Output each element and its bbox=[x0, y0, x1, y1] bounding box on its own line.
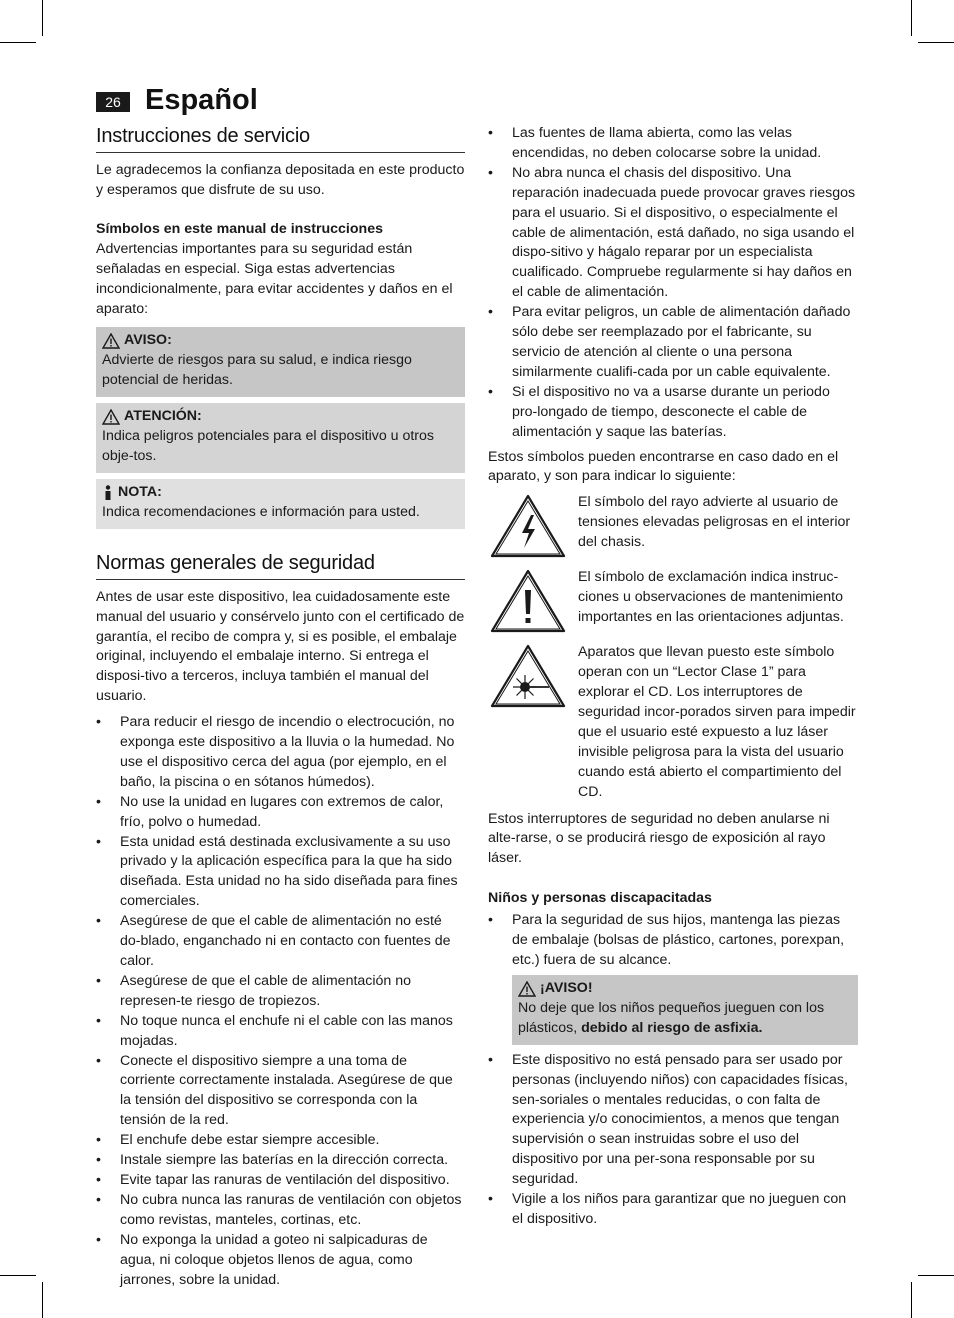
right-column bbox=[488, 124, 858, 1230]
aviso-box bbox=[96, 327, 465, 397]
interlock-paragraph: Estos interruptores de seguridad no deben anularse ni alte-rarse, o se producirá riesgo de exposición al rayo láser. bbox=[488, 810, 830, 867]
crop-mark bbox=[0, 42, 36, 43]
nota-box bbox=[96, 479, 465, 529]
list-item: • Para reducir el riesgo de incendio o electrocución, no exponga este dispositivo a la lluvia o la humedad. No use el dispositivo cerca del agua (por ejemplo, en el baño, la piscina o en sótanos húmedos). bbox=[96, 713, 465, 793]
nota-text: Indica recomendaciones e información para usted. bbox=[102, 503, 420, 520]
list-item: • Instale siempre las baterías en la dirección correcta. bbox=[96, 1151, 465, 1171]
child-aviso-label: ¡AVISO! bbox=[540, 980, 593, 996]
list-item: • No toque nunca el enchufe ni el cable con las manos mojadas. bbox=[96, 1012, 465, 1052]
crop-mark bbox=[42, 1282, 43, 1318]
crop-mark bbox=[911, 1282, 912, 1318]
children-list bbox=[488, 911, 858, 971]
list-item: • Asegúrese de que el cable de alimentación no esté do-blado, enganchado ni en contacto con fuentes de calor. bbox=[96, 912, 465, 972]
children-list-continued bbox=[488, 1051, 858, 1230]
symbol-laser-text: Aparatos que llevan puesto este símbolo operan con un “Lector Clase 1” para explorar el CD. Los interruptores de seguridad incor-porados sirven para impedir que el usuario esté expuesto a luz láser invisible peligrosa para la vista del usuario cuando está abierto el compartimiento del CD. bbox=[578, 644, 856, 800]
info-icon bbox=[102, 485, 114, 501]
crop-mark bbox=[918, 42, 954, 43]
list-item: • Para evitar peligros, un cable de alimentación dañado sólo debe ser reemplazado por el fabricante, su servicio de atención al cliente o una persona similarmente cualifi-cada por un cable equivalente. bbox=[488, 303, 858, 383]
lightning-warning-icon bbox=[489, 493, 567, 559]
safety-list-continued bbox=[488, 124, 858, 443]
symbols-intro: Estos símbolos pueden encontrarse en caso dado en el aparato, y son para indicar lo siguiente: bbox=[488, 448, 839, 485]
child-aviso-box bbox=[512, 975, 858, 1045]
left-column bbox=[96, 122, 465, 1290]
list-item: • Conecte el dispositivo siempre a una toma de corriente correctamente instalada. Asegúrese de que la tensión del dispositivo se corresponda con la tensión de la red. bbox=[96, 1052, 465, 1132]
crop-mark bbox=[0, 1275, 36, 1276]
symbols-paragraph: Advertencias importantes para su seguridad están señaladas en especial. Siga estas advertencias incondicionalmente, para evitar accidentes y daños en el aparato: bbox=[96, 240, 453, 317]
page-number: 26 bbox=[96, 92, 130, 112]
language-title: Español bbox=[145, 84, 258, 116]
child-aviso-text-bold: debido al riesgo de asfixia. bbox=[581, 1019, 763, 1036]
crop-mark bbox=[911, 0, 912, 36]
crop-mark bbox=[42, 0, 43, 36]
symbol-exclamation-row bbox=[488, 568, 858, 634]
section-title-safety: Normas generales de seguridad bbox=[96, 549, 465, 580]
list-item: • Esta unidad está destinada exclusivamente a su uso privado y la aplicación específica para la que ha sido diseñada. Esta unidad no ha sido diseñada para fines comerciales. bbox=[96, 833, 465, 913]
warning-triangle-icon bbox=[102, 333, 120, 349]
crop-mark bbox=[918, 1275, 954, 1276]
symbol-exclamation-text: El símbolo de exclamación indica instruc-ciones u observaciones de mantenimiento importantes en las orientaciones adjuntas. bbox=[578, 569, 844, 626]
atencion-label: ATENCIÓN: bbox=[124, 408, 202, 425]
atencion-text: Indica peligros potenciales para el dispositivo u otros obje-tos. bbox=[102, 428, 435, 464]
warning-triangle-icon bbox=[518, 981, 536, 997]
list-item: • No abra nunca el chasis del dispositivo. Una reparación inadecuada puede provocar graves riesgos para el usuario. Si el dispositivo, o especialmente el cable de alimentación, está dañado, no siga usando el dispo-sitivo y hágalo reparar por un especialista cualificado. Compruebe regularmente si hay daños en el cable de alimentación. bbox=[488, 164, 858, 303]
list-item: • Para la seguridad de sus hijos, mantenga las piezas de embalaje (bolsas de plástico, cartones, porexpan, etc.) fuera de su alcance. bbox=[488, 911, 858, 971]
exclamation-warning-icon bbox=[489, 568, 567, 634]
child-aviso-text bbox=[518, 999, 852, 1039]
list-item: • Asegúrese de que el cable de alimentación no represen-te riesgo de tropiezos. bbox=[96, 972, 465, 1012]
aviso-label: AVISO: bbox=[124, 332, 172, 349]
children-subtitle: Niños y personas discapacitadas bbox=[488, 890, 712, 907]
list-item: • No cubra nunca las ranuras de ventilación con objetos como revistas, manteles, cortinas, etc. bbox=[96, 1191, 465, 1231]
symbols-subtitle: Símbolos en este manual de instrucciones bbox=[96, 220, 383, 237]
safety-intro: Antes de usar este dispositivo, lea cuidadosamente este manual del usuario y consérvelo junto con el certificado de garantía, el recibo de compra y, si es posible, el embalaje original, incluyendo el embalaje interno. Si entrega el disposi-tivo a terceros, incluya también el manual del usuario. bbox=[96, 588, 465, 705]
list-item: • El enchufe debe estar siempre accesible. bbox=[96, 1131, 465, 1151]
section-title-instructions: Instrucciones de servicio bbox=[96, 122, 465, 153]
list-item: • Vigile a los niños para garantizar que no jueguen con el dispositivo. bbox=[488, 1190, 858, 1230]
nota-label: NOTA: bbox=[118, 483, 162, 500]
safety-list bbox=[96, 713, 465, 1290]
child-aviso-text-normal: No deje que los niños pequeños jueguen con los plásticos, bbox=[518, 999, 825, 1036]
warning-triangle-icon bbox=[102, 409, 120, 425]
symbol-lightning-row bbox=[488, 493, 858, 559]
list-item: • Este dispositivo no está pensado para ser usado por personas (incluyendo niños) con capacidades físicas, sen-soriales o mentales reducidas, o con falta de experiencia y/o conocimientos, a menos que tengan supervisión o sean instruidas sobre el uso del dispositivo por una per-sona responsable por su seguridad. bbox=[488, 1051, 858, 1190]
aviso-text: Advierte de riesgos para su salud, e indica riesgo potencial de heridas. bbox=[102, 352, 412, 389]
list-item: • No exponga la unidad a goteo ni salpicaduras de agua, ni coloque objetos llenos de agua, como jarrones, sobre la unidad. bbox=[96, 1231, 465, 1291]
atencion-box bbox=[96, 403, 465, 473]
symbol-lightning-text: El símbolo del rayo advierte al usuario de tensiones elevadas peligrosas en el interior del chasis. bbox=[578, 494, 851, 551]
list-item: • Las fuentes de llama abierta, como las velas encendidas, no deben colocarse sobre la unidad. bbox=[488, 124, 858, 164]
list-item: • No use la unidad en lugares con extremos de calor, frío, polvo o humedad. bbox=[96, 793, 465, 833]
laser-warning-icon bbox=[489, 643, 567, 709]
intro-paragraph: Le agradecemos la confianza depositada en este producto y esperamos que disfrute de su uso. bbox=[96, 162, 465, 198]
symbol-laser-row bbox=[488, 643, 858, 802]
list-item: • Evite tapar las ranuras de ventilación del dispositivo. bbox=[96, 1171, 465, 1191]
list-item: • Si el dispositivo no va a usarse durante un periodo pro-longado de tiempo, desconecte el cable de alimentación y saque las baterías. bbox=[488, 383, 858, 443]
